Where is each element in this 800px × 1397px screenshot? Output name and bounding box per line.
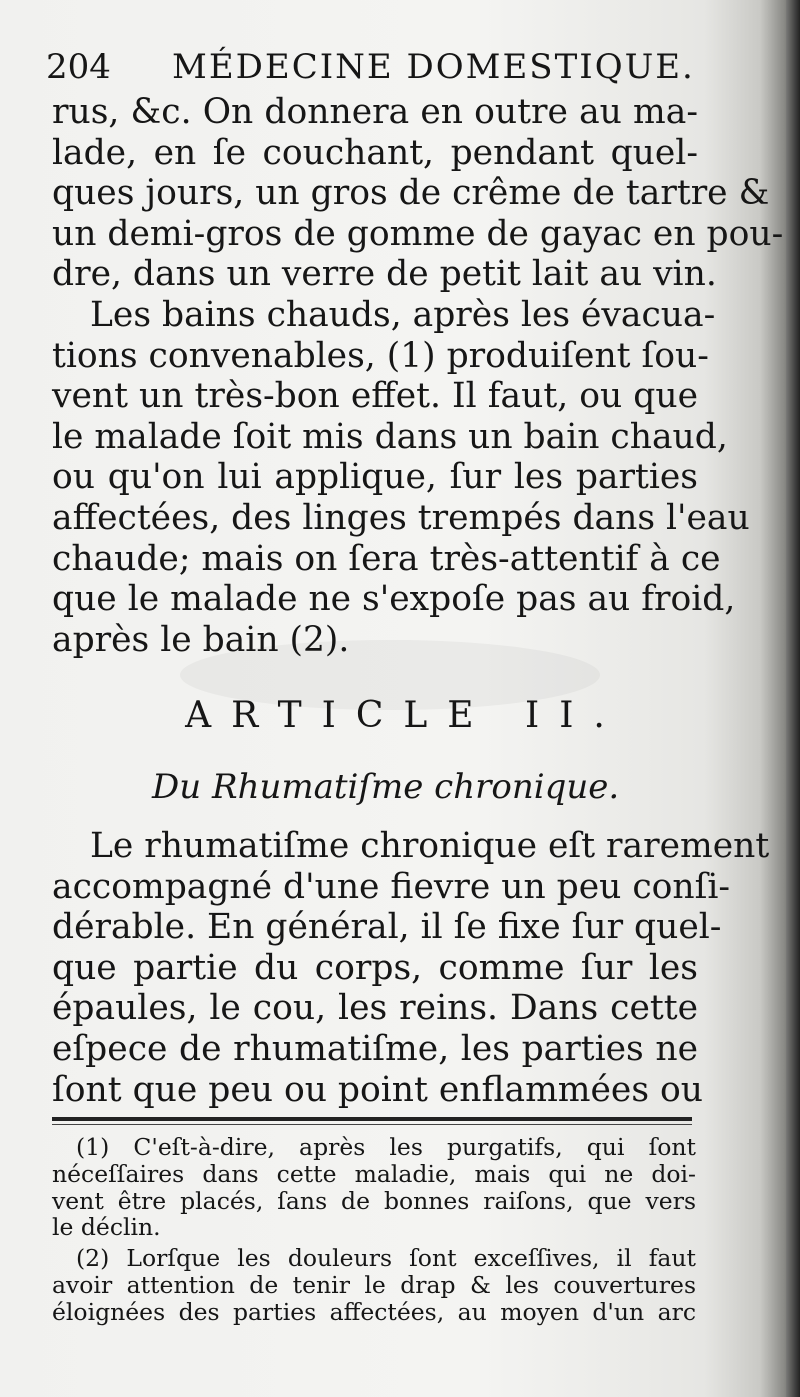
- text-line: lade, en ſe couchant, pendant quel-: [52, 132, 698, 173]
- text-line: eſpece de rhumatiſme, les parties ne: [52, 1028, 698, 1069]
- footnote-2: [52, 1245, 696, 1325]
- text-line: vent un très-bon effet. Il faut, ou que: [52, 376, 698, 417]
- text-line: Le rhumatiſme chronique eſt rarement: [90, 826, 770, 866]
- page-header: [40, 44, 730, 90]
- running-title: MÉDECINE DOMESTIQUE.: [172, 47, 695, 87]
- footnote-line: (2) Lorſque les douleurs ſont exceſſives, il faut: [76, 1244, 696, 1273]
- footnote-1: [52, 1134, 696, 1241]
- footnote-line: avoir attention de tenir le drap & les couvertures: [52, 1270, 696, 1299]
- footnote-line: (1) C'eſt-à-dire, après les purgatifs, qui ſont: [76, 1133, 696, 1161]
- footnote-line: éloignées des parties affectées, au moyen d'un arc: [52, 1297, 696, 1326]
- text-line: un demi-gros de gomme de gayac en pou-: [52, 213, 784, 254]
- text-line: chaude; mais on ſera très-attentif à ce: [52, 538, 721, 579]
- text-line: que le malade ne s'expoſe pas au froid,: [52, 579, 736, 620]
- text-line: tions convenables, (1) produiſent ſou-: [52, 335, 709, 376]
- text-line: que partie du corps, comme ſur les: [52, 947, 698, 988]
- text-line: épaules, le cou, les reins. Dans cette: [52, 988, 698, 1029]
- paragraph-bains-chauds: [52, 294, 750, 660]
- footnote-line: vent être placés, ſans de bonnes raiſons, que vers: [52, 1186, 696, 1215]
- text-line: le malade ſoit mis dans un bain chaud,: [52, 416, 728, 457]
- body-text-top: [52, 92, 784, 660]
- text-line: Les bains chauds, après les évacua-: [90, 294, 716, 335]
- footnote-rule-thin: [52, 1124, 692, 1125]
- text-line: dre, dans un verre de petit lait au vin.: [52, 254, 717, 295]
- article-heading: ARTICLE II.: [185, 695, 625, 736]
- body-text-bottom: [52, 826, 770, 1110]
- text-line: affectées, des linges trempés dans l'eau: [52, 497, 750, 538]
- text-line: rus, &c. On donnera en outre au ma-: [52, 92, 698, 132]
- text-line: ques jours, un gros de crême de tartre &: [52, 173, 770, 214]
- footnote-rule: [52, 1117, 692, 1121]
- text-line: accompagné d'une fievre un peu conſi-: [52, 866, 731, 907]
- page-number: 204: [46, 47, 111, 87]
- footnotes: [52, 1134, 696, 1326]
- text-line: après le bain (2).: [52, 619, 350, 660]
- section-heading: Du Rhumatiſme chronique.: [152, 767, 620, 807]
- footnote-line: néceſſaires dans cette maladie, mais qui ne doi-: [52, 1159, 696, 1188]
- text-line: ou qu'on lui applique, ſur les parties: [52, 457, 698, 498]
- text-line: dérable. En général, il ſe fixe ſur quel-: [52, 907, 722, 948]
- paragraph-continuation: [52, 92, 784, 295]
- text-line: ſont que peu ou point enflammées ou: [52, 1069, 704, 1110]
- footnote-line: le déclin.: [52, 1213, 161, 1242]
